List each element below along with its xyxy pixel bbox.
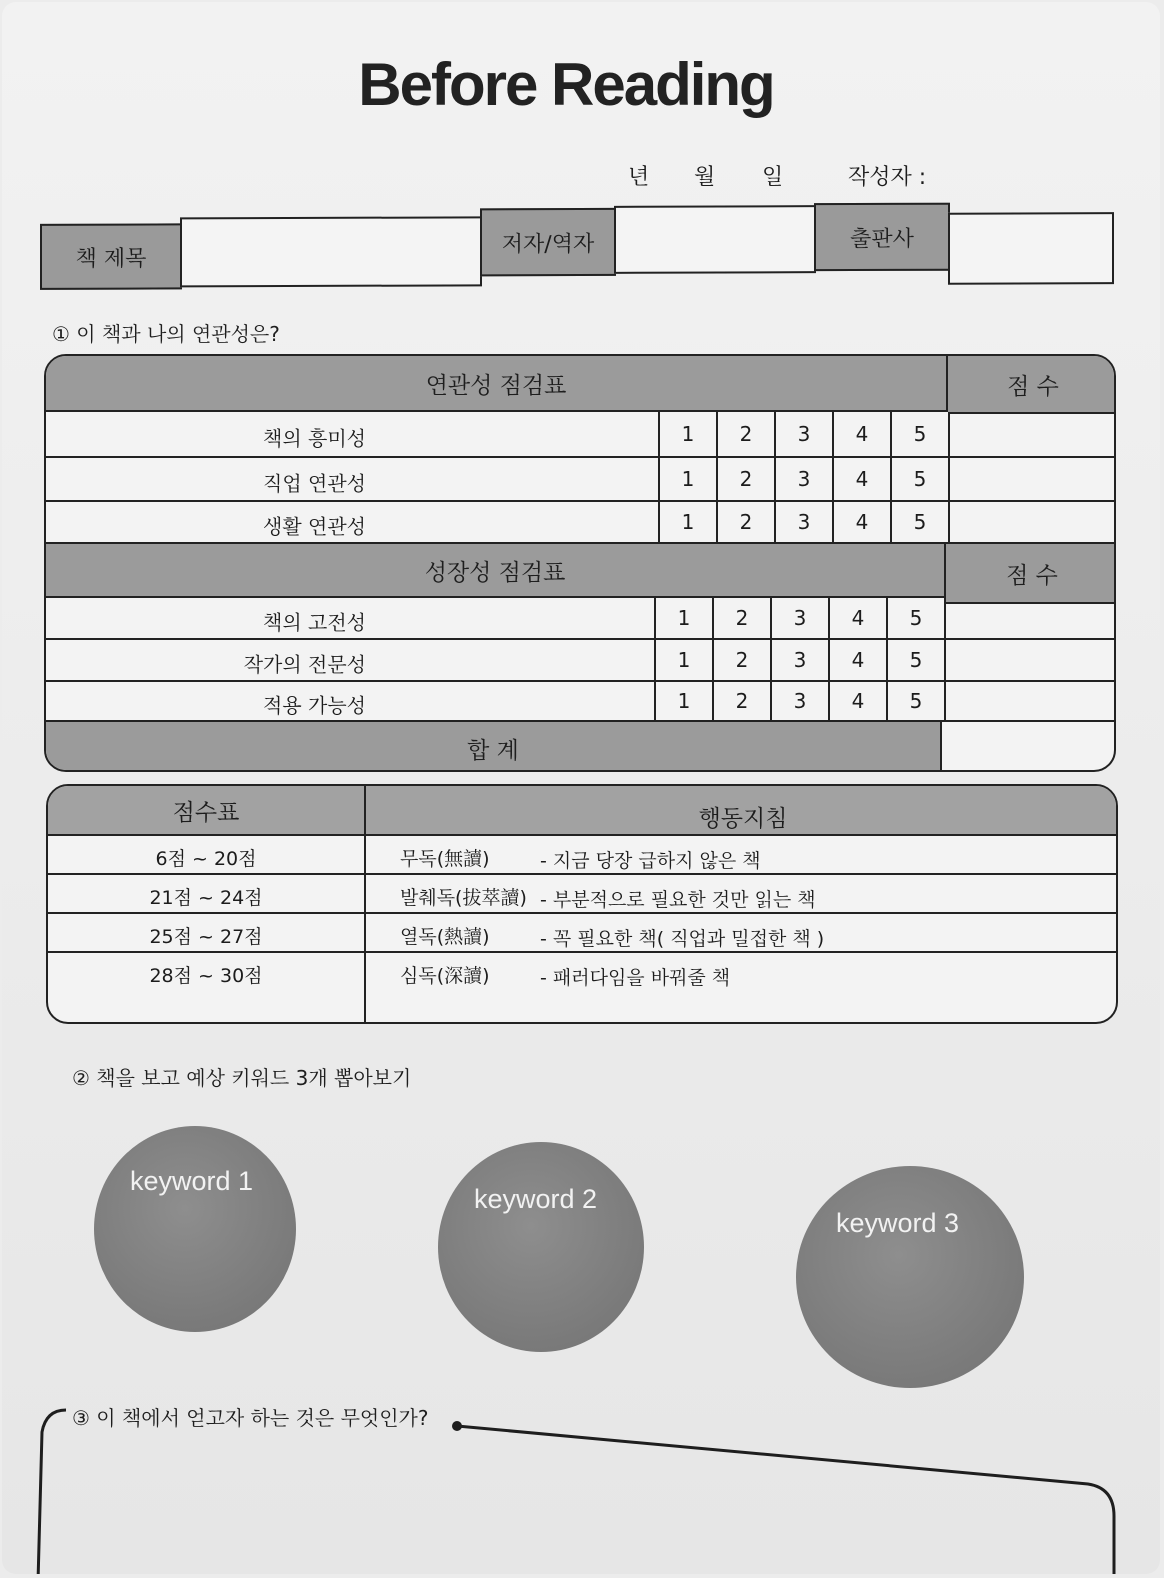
scale-5[interactable]: 5 <box>886 640 944 680</box>
scale-2[interactable]: 2 <box>712 640 770 680</box>
score-guide-table <box>46 784 1118 1024</box>
scale-1[interactable]: 1 <box>658 502 716 542</box>
scale-2[interactable]: 2 <box>712 598 770 638</box>
scale-2[interactable]: 2 <box>716 412 774 456</box>
scale-5[interactable]: 5 <box>890 458 948 500</box>
scale-5[interactable]: 5 <box>886 682 944 720</box>
scale-5[interactable]: 5 <box>890 502 948 542</box>
table-row <box>48 836 1116 875</box>
book-title-header: 책 제목 <box>40 223 182 289</box>
scale-5[interactable]: 5 <box>890 412 948 456</box>
scale-3[interactable]: 3 <box>774 502 832 542</box>
method-description: - 꼭 필요한 책( 직업과 밀접한 책 ) <box>540 928 825 950</box>
page-title: Before Reading <box>358 51 774 118</box>
score-range: 21점 ~ 24점 <box>149 887 263 909</box>
scale-2[interactable]: 2 <box>716 458 774 500</box>
method-description: - 부분적으로 필요한 것만 읽는 책 <box>540 889 816 911</box>
table-row <box>46 598 1114 640</box>
reading-method: 열독(熱讀) <box>400 926 490 948</box>
row-label: 작가의 전문성 <box>243 652 366 677</box>
score-cell[interactable] <box>944 682 1116 720</box>
row-label: 직업 연관성 <box>263 471 366 496</box>
scale-1[interactable]: 1 <box>654 598 712 638</box>
scale-3[interactable]: 3 <box>770 598 828 638</box>
scale-2[interactable]: 2 <box>712 682 770 720</box>
worksheet-page <box>2 2 1160 1574</box>
scale-4[interactable]: 4 <box>832 502 890 542</box>
total-label: 합 계 <box>46 722 942 772</box>
score-cell[interactable] <box>948 412 1116 456</box>
scale-4[interactable]: 4 <box>828 682 886 720</box>
score-cell[interactable] <box>948 458 1116 500</box>
author-field[interactable] <box>614 205 816 274</box>
keyword-3-circle[interactable] <box>796 1166 1024 1388</box>
score-cell[interactable] <box>944 640 1116 680</box>
relevance-header: 연관성 점검표 <box>46 356 948 412</box>
publisher-header: 출판사 <box>814 203 950 271</box>
row-label: 적용 가능성 <box>263 693 366 718</box>
score-range: 6점 ~ 20점 <box>155 848 257 870</box>
publisher-field[interactable] <box>948 212 1114 285</box>
scale-3[interactable]: 3 <box>774 412 832 456</box>
row-label: 책의 고전성 <box>263 610 366 635</box>
table-row <box>46 502 1114 544</box>
row-label: 생활 연관성 <box>263 514 366 539</box>
action-column-header: 행동지침 <box>698 805 788 832</box>
keyword-1-label: keyword 1 <box>130 1166 254 1196</box>
year-label: 년 <box>628 165 650 190</box>
growth-header: 성장성 점검표 <box>46 544 946 598</box>
table-row <box>48 914 1116 953</box>
scale-3[interactable]: 3 <box>770 682 828 720</box>
day-label: 일 <box>762 165 784 190</box>
score-column-header: 점수표 <box>172 799 240 826</box>
method-description: - 패러다임을 바꿔줄 책 <box>540 967 731 989</box>
reading-method: 심독(深讀) <box>400 965 490 987</box>
scale-1[interactable]: 1 <box>658 458 716 500</box>
scale-1[interactable]: 1 <box>654 682 712 720</box>
keyword-2-label: keyword 2 <box>474 1184 598 1214</box>
question-2: ② 책을 보고 예상 키워드 3개 뽑아보기 <box>72 1066 412 1090</box>
scale-2[interactable]: 2 <box>716 502 774 542</box>
score-cell[interactable] <box>948 502 1116 542</box>
scale-1[interactable]: 1 <box>654 640 712 680</box>
scale-1[interactable]: 1 <box>658 412 716 456</box>
method-description: - 지금 당장 급하지 않은 책 <box>540 850 761 872</box>
scale-3[interactable]: 3 <box>770 640 828 680</box>
relevance-growth-table <box>44 354 1116 772</box>
score-range: 25점 ~ 27점 <box>149 926 263 948</box>
reading-method: 발췌독(拔萃讀) <box>400 887 527 909</box>
growth-score-header: 점 수 <box>946 544 1116 604</box>
month-label: 월 <box>694 165 716 190</box>
author-writer-label: 작성자 : <box>848 165 927 190</box>
question-3: ③ 이 책에서 얻고자 하는 것은 무엇인가? <box>72 1406 429 1430</box>
scale-4[interactable]: 4 <box>828 598 886 638</box>
table-row <box>48 875 1116 914</box>
date-author-line <box>622 160 962 190</box>
relevance-score-header: 점 수 <box>948 356 1116 414</box>
scale-4[interactable]: 4 <box>832 412 890 456</box>
answer-box-outline <box>2 1392 1160 1574</box>
table-row <box>46 458 1114 502</box>
keyword-2-circle[interactable] <box>438 1142 644 1352</box>
scale-4[interactable]: 4 <box>828 640 886 680</box>
scale-3[interactable]: 3 <box>774 458 832 500</box>
book-info-row <box>40 198 1116 294</box>
reading-method: 무독(無讀) <box>400 848 490 870</box>
table-row <box>48 953 1116 992</box>
author-header: 저자/역자 <box>480 208 616 276</box>
scale-5[interactable]: 5 <box>886 598 944 638</box>
score-range: 28점 ~ 30점 <box>149 965 263 987</box>
score-guide-header <box>48 786 1116 836</box>
score-cell[interactable] <box>944 598 1116 638</box>
question-1: ① 이 책과 나의 연관성은? <box>52 322 280 346</box>
row-label: 책의 흥미성 <box>263 426 366 451</box>
table-row <box>46 682 1114 722</box>
book-title-field[interactable] <box>180 216 482 287</box>
total-score-cell[interactable] <box>942 722 1116 772</box>
keyword-1-circle[interactable] <box>94 1126 296 1332</box>
table-row <box>46 640 1114 682</box>
scale-4[interactable]: 4 <box>832 458 890 500</box>
keyword-3-label: keyword 3 <box>836 1208 960 1238</box>
table-row <box>46 412 1114 458</box>
